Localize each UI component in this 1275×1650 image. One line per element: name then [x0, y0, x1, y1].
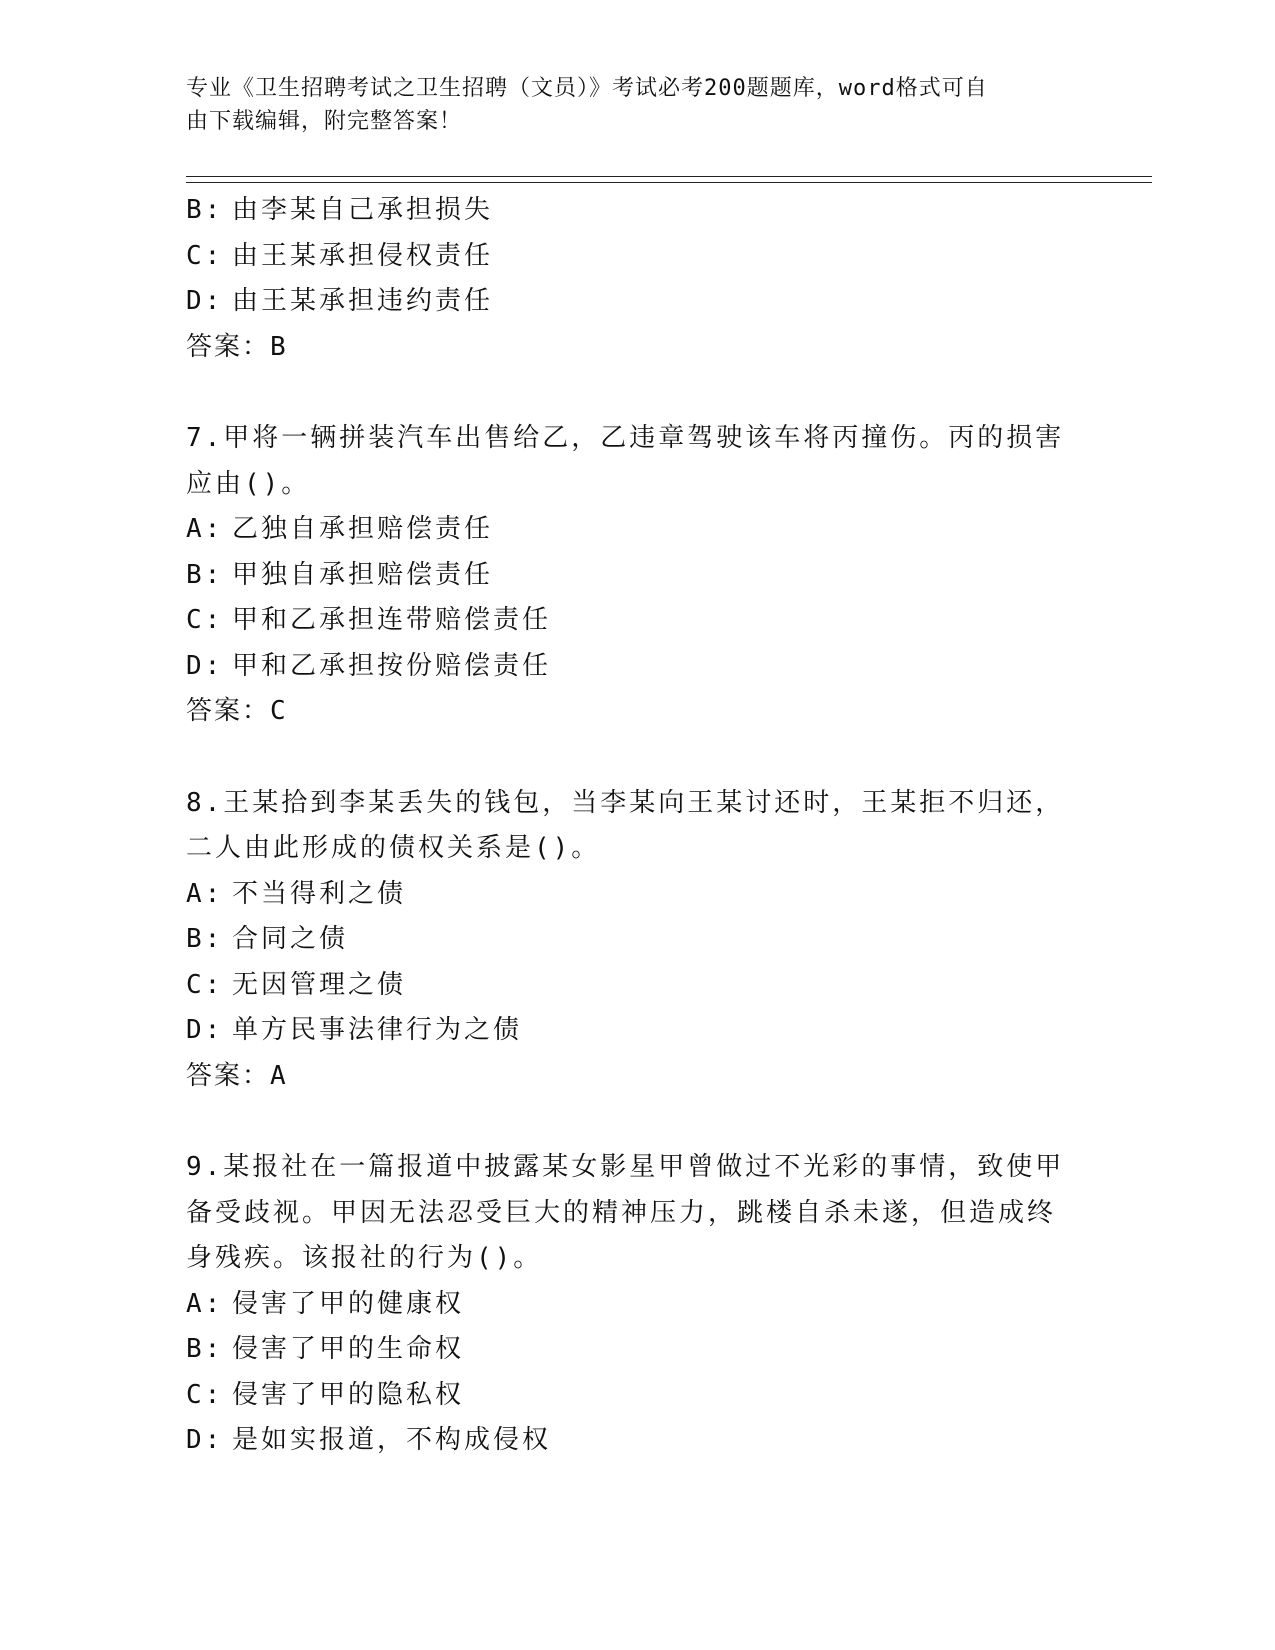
option-text: 甲独自承担赔偿责任	[232, 559, 494, 590]
option-letter: C:	[186, 240, 224, 271]
question-text-line: 9.某报社在一篇报道中披露某女影星甲曾做过不光彩的事情，致使甲	[186, 1152, 1065, 1182]
header-divider-top	[186, 176, 1152, 177]
option-b	[186, 553, 1086, 599]
question-8	[186, 781, 1086, 1100]
header-divider-bottom	[186, 182, 1152, 183]
option-b	[186, 1327, 1086, 1373]
option-text: 合同之债	[232, 924, 349, 954]
question-7	[186, 416, 1086, 735]
option-letter: D:	[186, 1425, 224, 1455]
option-c	[186, 963, 1086, 1009]
option-letter: D:	[186, 650, 224, 681]
question-list	[186, 188, 1086, 1464]
option-letter: A:	[186, 514, 224, 544]
option-a	[186, 872, 1086, 918]
question-text-line: 备受歧视。甲因无法忍受巨大的精神压力，跳楼自杀未遂，但造成终	[186, 1197, 1057, 1228]
option-b	[186, 917, 1086, 963]
spacer	[186, 1099, 1086, 1145]
option-d	[186, 644, 1086, 690]
option-text: 甲和乙承担按份赔偿责任	[232, 650, 552, 681]
option-letter: B:	[186, 195, 224, 225]
option-letter: C:	[186, 969, 224, 1000]
option-letter: A:	[186, 878, 224, 909]
option-text: 乙独自承担赔偿责任	[232, 514, 494, 544]
option-letter: B:	[186, 924, 224, 954]
option-text: 侵害了甲的隐私权	[232, 1379, 465, 1410]
option-letter: A:	[186, 1288, 224, 1319]
option-letter: B:	[186, 559, 224, 590]
option-letter: B:	[186, 1334, 224, 1364]
option-letter: C:	[186, 1379, 224, 1410]
question-text-line: 应由()。	[186, 468, 311, 499]
option-c	[186, 234, 1086, 280]
question-text-line: 7.甲将一辆拼装汽车出售给乙，乙违章驾驶该车将丙撞伤。丙的损害	[186, 423, 1065, 453]
spacer	[186, 370, 1086, 416]
option-text: 不当得利之债	[232, 878, 407, 909]
option-a	[186, 1282, 1086, 1328]
option-text: 单方民事法律行为之债	[232, 1015, 523, 1045]
option-b	[186, 188, 1086, 234]
option-text: 由王某承担违约责任	[232, 286, 494, 316]
answer-line: 答案：B	[186, 331, 288, 362]
option-text: 甲和乙承担连带赔偿责任	[232, 605, 552, 635]
option-letter: D:	[186, 286, 224, 316]
option-d	[186, 1418, 1086, 1464]
answer-line: 答案：A	[186, 1060, 288, 1091]
option-text: 无因管理之债	[232, 969, 407, 1000]
option-letter: D:	[186, 1015, 224, 1045]
option-text: 侵害了甲的健康权	[232, 1288, 465, 1319]
option-a	[186, 507, 1086, 553]
header-line-2: 由下载编辑，附完整答案！	[186, 109, 463, 134]
option-text: 是如实报道，不构成侵权	[232, 1425, 552, 1455]
document-header	[186, 72, 1066, 138]
option-d	[186, 279, 1086, 325]
header-line-1: 专业《卫生招聘考试之卫生招聘（文员）》考试必考200题题库，word格式可自	[186, 76, 988, 101]
option-letter: C:	[186, 605, 224, 635]
question-6-continued	[186, 188, 1086, 370]
answer-line: 答案：C	[186, 696, 288, 726]
option-text: 由李某自己承担损失	[232, 195, 494, 225]
option-c	[186, 1373, 1086, 1419]
question-text-line: 二人由此形成的债权关系是()。	[186, 833, 601, 863]
option-d	[186, 1008, 1086, 1054]
option-text: 由王某承担侵权责任	[232, 240, 494, 271]
question-9	[186, 1145, 1086, 1464]
option-text: 侵害了甲的生命权	[232, 1334, 465, 1364]
question-text-line: 8.王某拾到李某丢失的钱包，当李某向王某讨还时，王某拒不归还，	[186, 787, 1065, 818]
spacer	[186, 735, 1086, 781]
question-text-line: 身残疾。该报社的行为()。	[186, 1243, 543, 1273]
option-c	[186, 598, 1086, 644]
